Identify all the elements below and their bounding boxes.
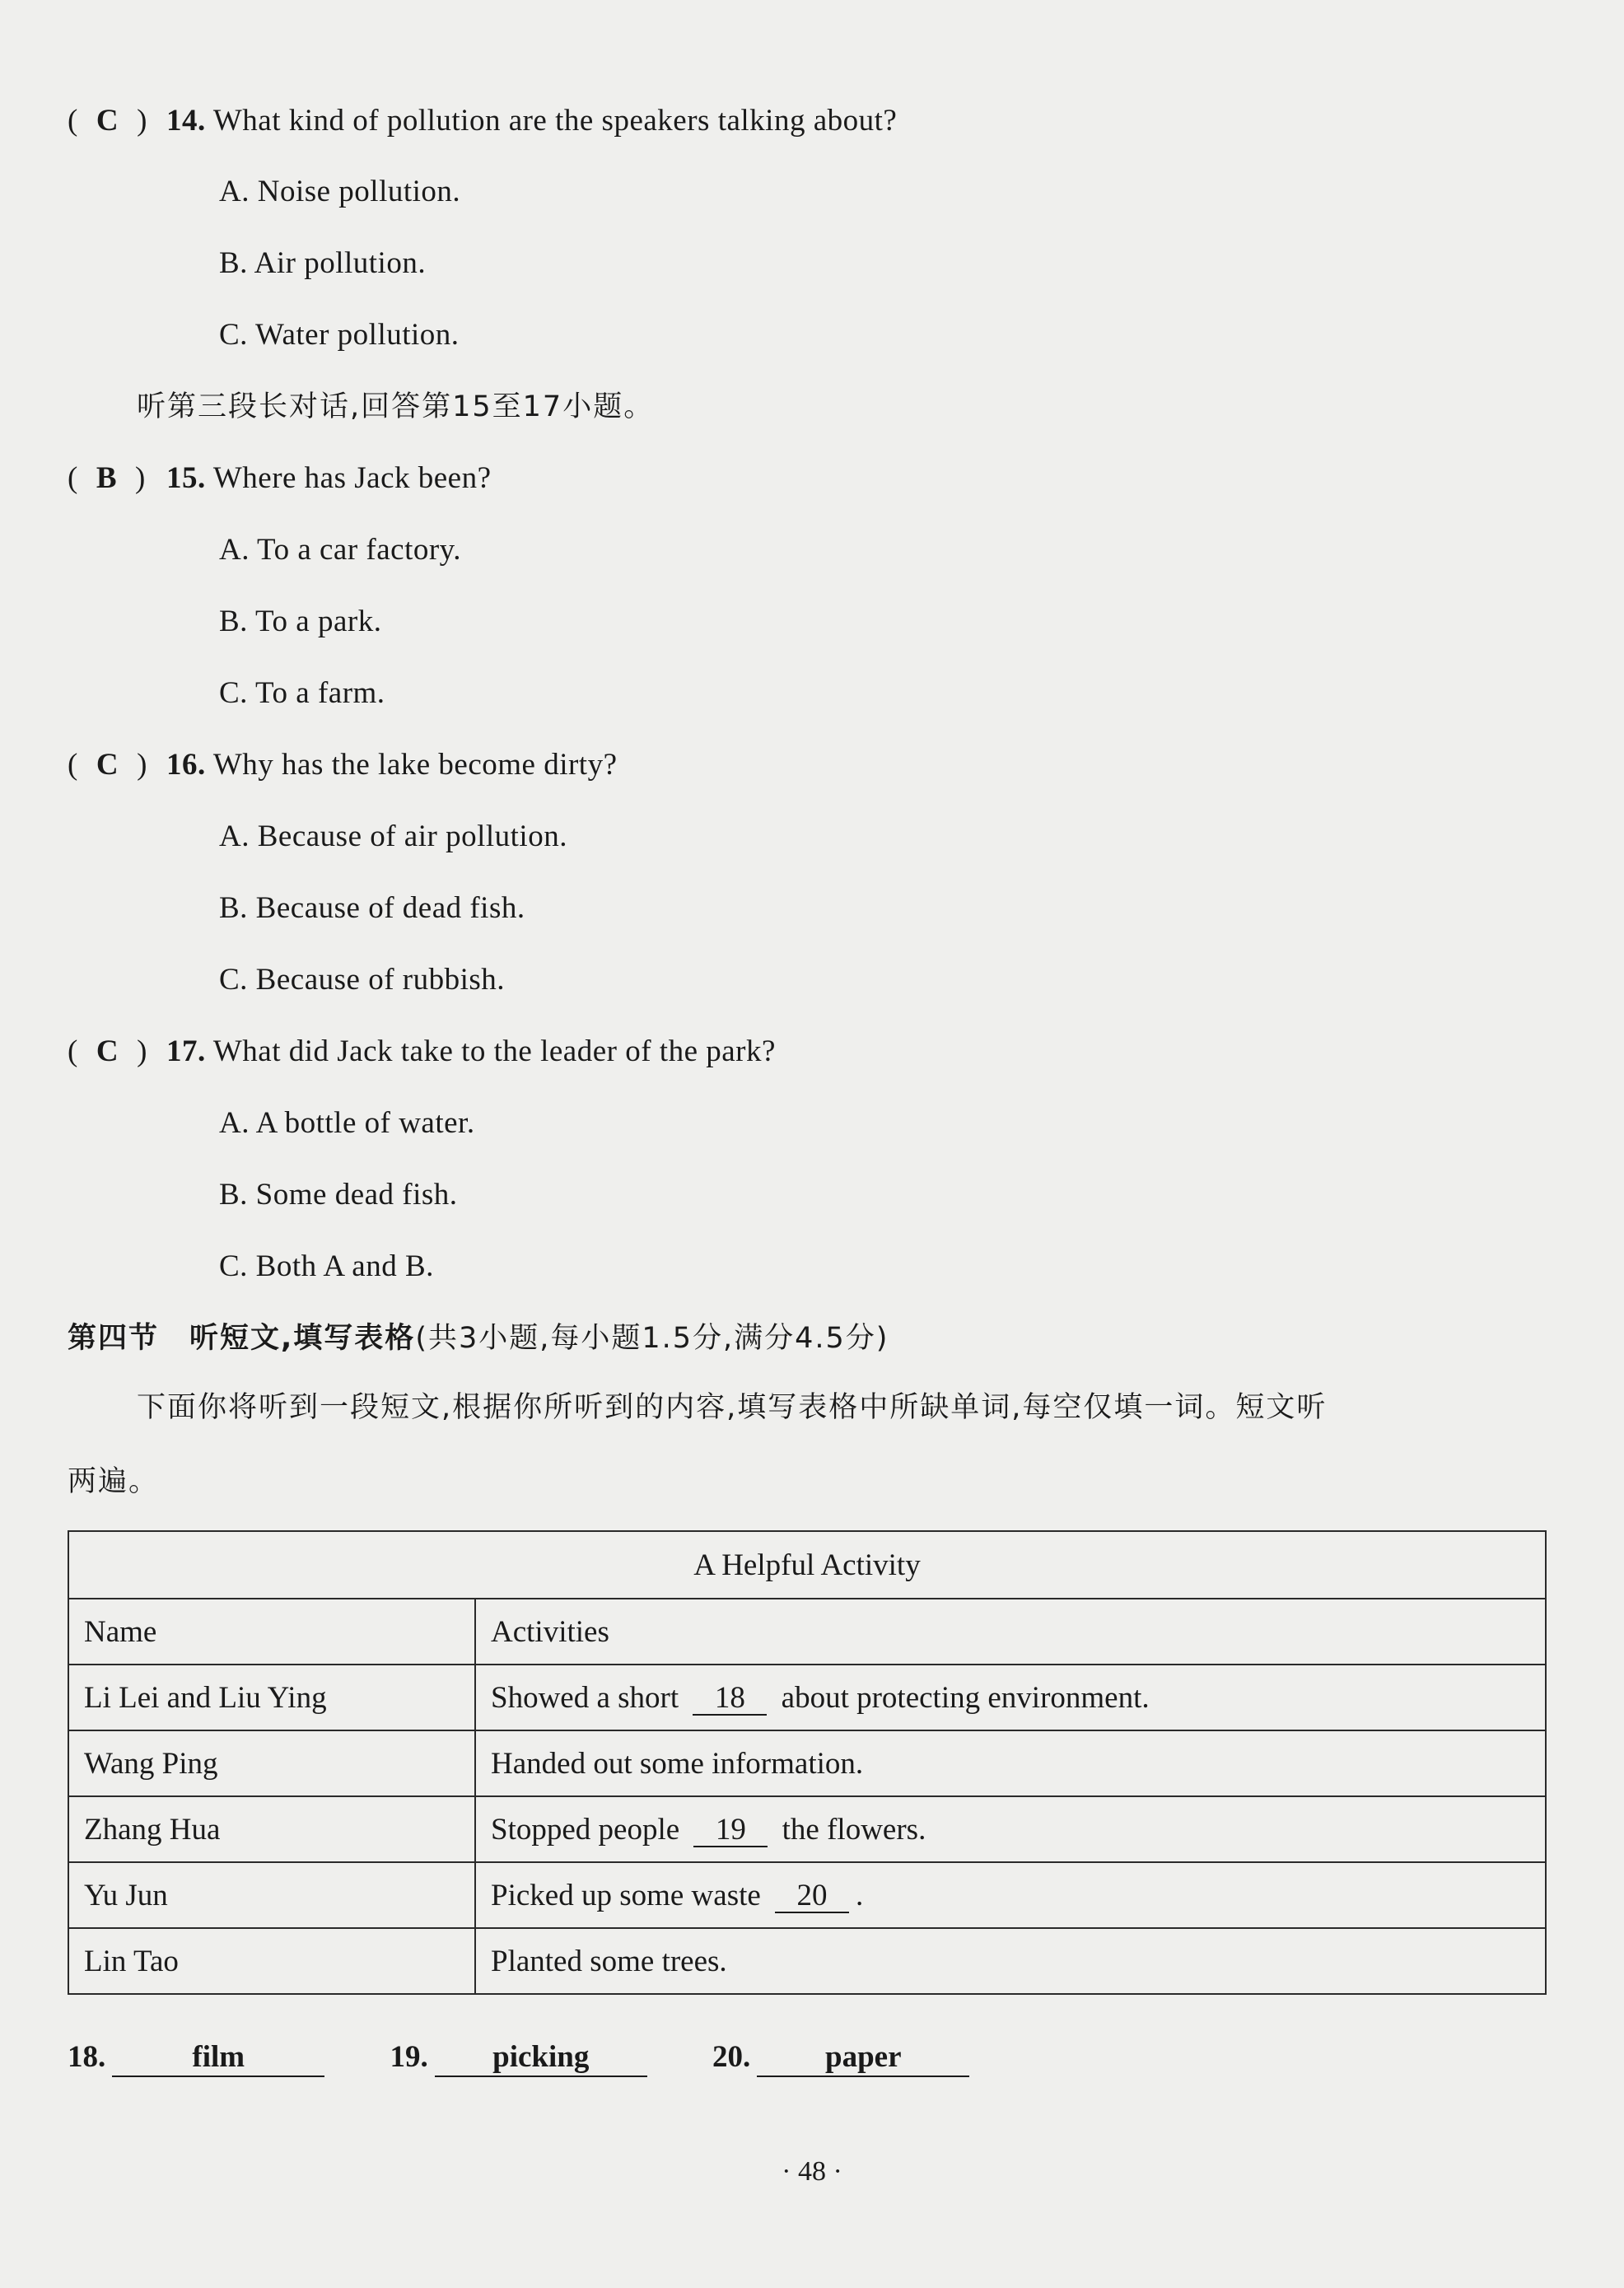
section-instruction: 下面你将听到一段短文,根据你所听到的内容,填写表格中所缺单词,每空仅填一词。短文听	[137, 1391, 1328, 1424]
question-text: Where has Jack been?	[212, 461, 492, 495]
table-row	[68, 1730, 1546, 1796]
option: C. Because of rubbish.	[219, 963, 506, 997]
table-caption: A Helpful Activity	[68, 1531, 1546, 1599]
question-14	[68, 102, 897, 140]
option: B. Because of dead fish.	[219, 891, 525, 925]
option: C. Water pollution.	[219, 318, 460, 352]
question-15	[68, 460, 492, 497]
answer-number: 19.	[390, 2040, 428, 2074]
question-text: Why has the lake become dirty?	[212, 748, 618, 782]
blank-18: 18	[693, 1683, 767, 1716]
answer-bracket: ( B )	[68, 461, 146, 495]
option: A. Noise pollution.	[219, 175, 461, 208]
answer-letter: C	[96, 104, 119, 138]
question-number: 14.	[166, 104, 206, 138]
question-text: What did Jack take to the leader of the park?	[212, 1034, 776, 1068]
instruction-part3: 听第三段长对话,回答第15至17小题。	[137, 390, 655, 423]
activity-text: Handed out some information.	[491, 1746, 864, 1781]
table-row	[68, 1862, 1546, 1928]
section-instruction-continued: 两遍。	[68, 1465, 160, 1498]
answer-number: 20.	[712, 2040, 751, 2074]
question-number: 15.	[166, 461, 206, 495]
header-activities: Activities	[475, 1599, 1546, 1665]
answer-bracket: ( C )	[68, 748, 147, 782]
option: C. To a farm.	[219, 676, 385, 710]
row-name: Yu Jun	[68, 1862, 475, 1928]
option: A. To a car factory.	[219, 533, 462, 567]
section-note: (共3小题,每小题1.5分,满分4.5分)	[415, 1322, 889, 1355]
section-4-heading	[68, 1319, 889, 1357]
answer-letter: C	[96, 748, 119, 782]
answer-row	[68, 2039, 1027, 2077]
blank-19: 19	[693, 1814, 768, 1847]
section-title: 第四节 听短文,填写表格	[68, 1322, 416, 1355]
table-header-row	[68, 1599, 1546, 1665]
answer-blank: paper	[757, 2039, 969, 2077]
header-name: Name	[68, 1599, 475, 1665]
table-row	[68, 1928, 1546, 1994]
answer-blank: film	[112, 2039, 324, 2077]
table-caption-row	[68, 1531, 1546, 1599]
activity-text: Picked up some waste	[491, 1878, 761, 1912]
answer-blank: picking	[435, 2039, 647, 2077]
activity-text: Showed a short	[491, 1680, 679, 1715]
answer-letter: B	[96, 461, 118, 495]
row-activity	[475, 1928, 1546, 1994]
answer-letter: C	[96, 1034, 119, 1068]
question-17	[68, 1033, 776, 1071]
blank-20: 20	[775, 1880, 849, 1913]
option: C. Both A and B.	[219, 1249, 434, 1283]
answer-bracket: ( C )	[68, 104, 147, 138]
activity-text-after: the flowers.	[782, 1812, 926, 1847]
activity-text-after: about protecting environment.	[781, 1680, 1150, 1715]
row-name: Li Lei and Liu Ying	[68, 1665, 475, 1730]
activity-table	[68, 1530, 1547, 1995]
activity-text: Stopped people	[491, 1812, 680, 1847]
row-activity	[475, 1665, 1546, 1730]
answer-item-19	[390, 2039, 647, 2077]
option: A. A bottle of water.	[219, 1106, 475, 1140]
question-16	[68, 746, 618, 784]
answer-number: 18.	[68, 2040, 106, 2074]
answer-bracket: ( C )	[68, 1034, 147, 1068]
table-row	[68, 1796, 1546, 1862]
row-name: Lin Tao	[68, 1928, 475, 1994]
activity-text: Planted some trees.	[491, 1944, 727, 1978]
table-row	[68, 1665, 1546, 1730]
option: B. Air pollution.	[219, 246, 427, 280]
row-activity	[475, 1862, 1546, 1928]
answer-item-18	[68, 2039, 324, 2077]
option: B. Some dead fish.	[219, 1178, 458, 1212]
option: B. To a park.	[219, 605, 382, 638]
row-name: Zhang Hua	[68, 1796, 475, 1862]
activity-text-after: .	[856, 1878, 864, 1912]
question-text: What kind of pollution are the speakers talking about?	[212, 104, 898, 138]
row-activity	[475, 1796, 1546, 1862]
row-name: Wang Ping	[68, 1730, 475, 1796]
question-number: 16.	[166, 748, 206, 782]
page-number: · 48 ·	[782, 2156, 842, 2187]
option: A. Because of air pollution.	[219, 819, 567, 853]
answer-item-20	[712, 2039, 969, 2077]
row-activity	[475, 1730, 1546, 1796]
question-number: 17.	[166, 1034, 206, 1068]
